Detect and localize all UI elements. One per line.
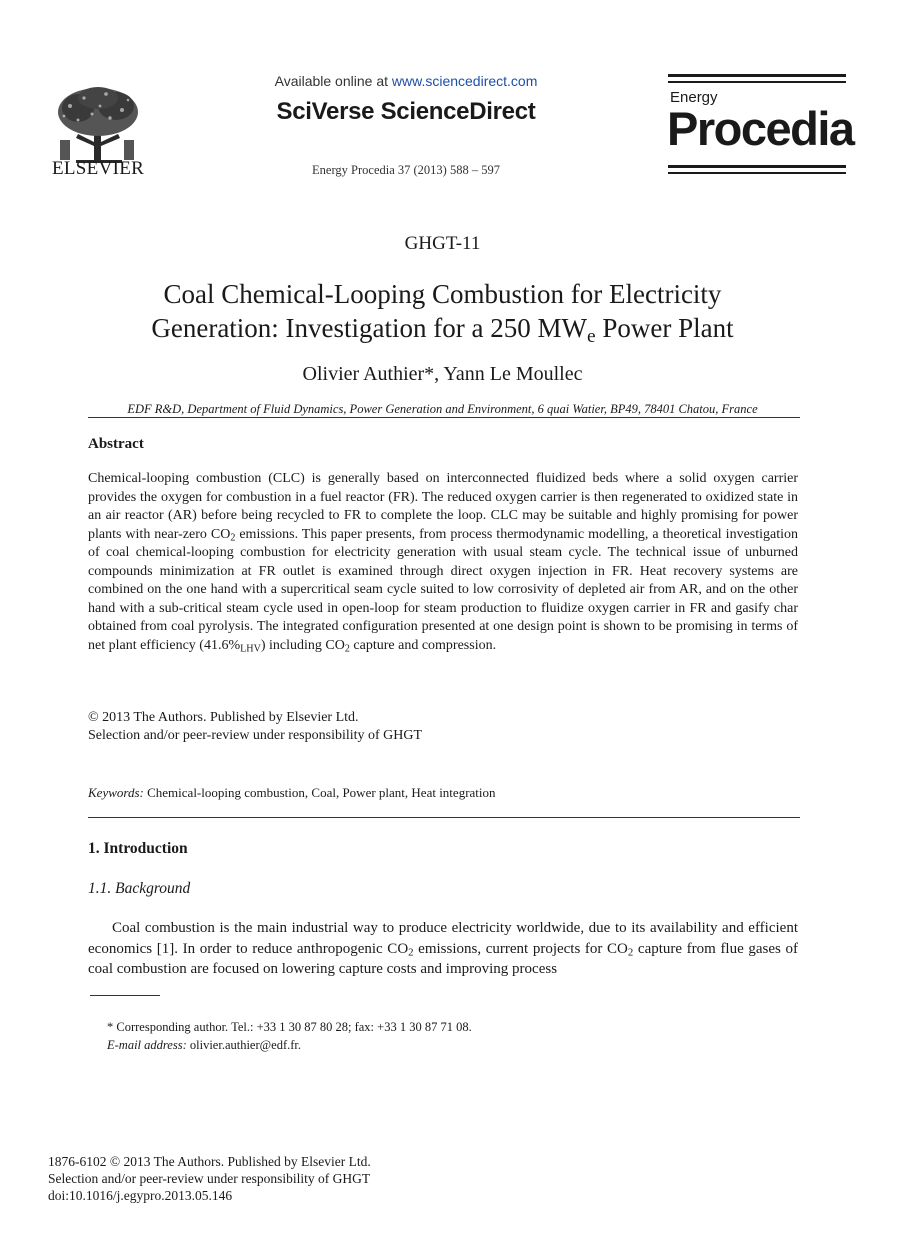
brand-small: Energy [670, 89, 718, 106]
title-divider [88, 417, 800, 418]
email-note: E-mail address: olivier.authier@edf.fr. [107, 1038, 302, 1052]
footnotes [107, 1018, 472, 1054]
copyright-line-2: Selection and/or peer-review under responsibility of GHGT [88, 727, 423, 743]
section-heading: 1. Introduction [88, 840, 188, 857]
footer-doi: doi:10.1016/j.egypro.2013.05.146 [48, 1188, 233, 1203]
title-line-1: Coal Chemical-Looping Combustion for Electricity [163, 279, 722, 309]
copyright-notice [88, 709, 422, 744]
footer-review: Selection and/or peer-review under responsibility of GHGT [48, 1171, 371, 1186]
logo-rule-top [668, 74, 846, 77]
keywords-text: Chemical-looping combustion, Coal, Power plant, Heat integration [143, 785, 496, 800]
logo-rule-bottom [668, 165, 846, 168]
logo-rule-bottom-thin [668, 172, 846, 174]
copyright-line-1: © 2013 The Authors. Published by Elsevier Ltd. [88, 710, 359, 725]
corresponding-author-note: * Corresponding author. Tel.: +33 1 30 87 80 28; fax: +33 1 30 87 71 08. [107, 1020, 472, 1034]
affiliation: EDF R&D, Department of Fluid Dynamics, Power Generation and Environment, 6 quai Watier, BP49, 78401 Chatou, France [127, 402, 758, 416]
logo-rule-top-thin [668, 81, 846, 83]
availability-prefix: Available online at [274, 73, 392, 89]
brand-large: Procedia [667, 102, 854, 155]
journal-citation: Energy Procedia 37 (2013) 588 – 597 [312, 163, 500, 177]
subsection-heading: 1.1. Background [88, 880, 191, 897]
abstract-heading: Abstract [88, 436, 144, 452]
publisher-name: ELSEVIER [52, 158, 145, 179]
page-footer [48, 1153, 371, 1204]
paper-title [60, 277, 825, 345]
title-line-2: Generation: Investigation for a 250 $MW_e$ Power Plant [151, 313, 734, 347]
conference-label: GHGT-11 [404, 233, 481, 254]
energy-procedia-logo [667, 74, 854, 178]
keywords-label: Keywords: [88, 785, 144, 800]
sciverse-wordmark: SciVerse ScienceDirect [276, 98, 536, 125]
footnote-divider [90, 995, 160, 996]
intro-paragraph: Coal combustion is the main industrial way to produce electricity worldwide, due to its availability and efficient economics [1]. In order to reduce anthropogenic $CO_2$ emissions, current projects for $CO_2$ capture from flue gases of coal combustion are focused on lowering capture costs and improving process [88, 920, 798, 977]
footer-issn: 1876-6102 © 2013 The Authors. Published by Elsevier Ltd. [48, 1154, 371, 1169]
sciencedirect-link[interactable]: www.sciencedirect.com [391, 73, 538, 89]
keywords [88, 785, 496, 801]
keywords-divider [88, 817, 800, 818]
abstract-body: Chemical-looping combustion (CLC) is generally based on interconnected fluidized beds where a solid oxygen carrier provides the oxygen for combustion in a fuel reactor (FR). The reduced oxygen carrier is then regenerated to oxidized state in an air reactor (AR) before being recycled to FR to complete the loop. CLC may be suitable and highly promising for power plants with near-zero $CO_2$ emissions. This paper presents, from process thermodynamic modelling, a theoretical investigation of coal chemical-looping combustion for electricity generation with usual steam cycle. The technical issue of unburned compounds minimization at FR outlet is examined through direct oxygen injection in FR. Heat recovery systems are combined on the one hand with a supercritical seam cycle suited to low corrosivity of depleted air from AR, and on the other hand with a sub-critical steam cycle used in open-loop for steam production to fluidize oxygen carrier in FR and gasify char obtained from coal pyrolysis. The integrated configuration presented at one design point is shown to be promising in terms of net plant efficiency $(41.6\%_{LHV})$ including $CO_2$ capture and compression. [88, 471, 799, 655]
authors: Olivier Authier*, Yann Le Moullec [302, 363, 583, 385]
